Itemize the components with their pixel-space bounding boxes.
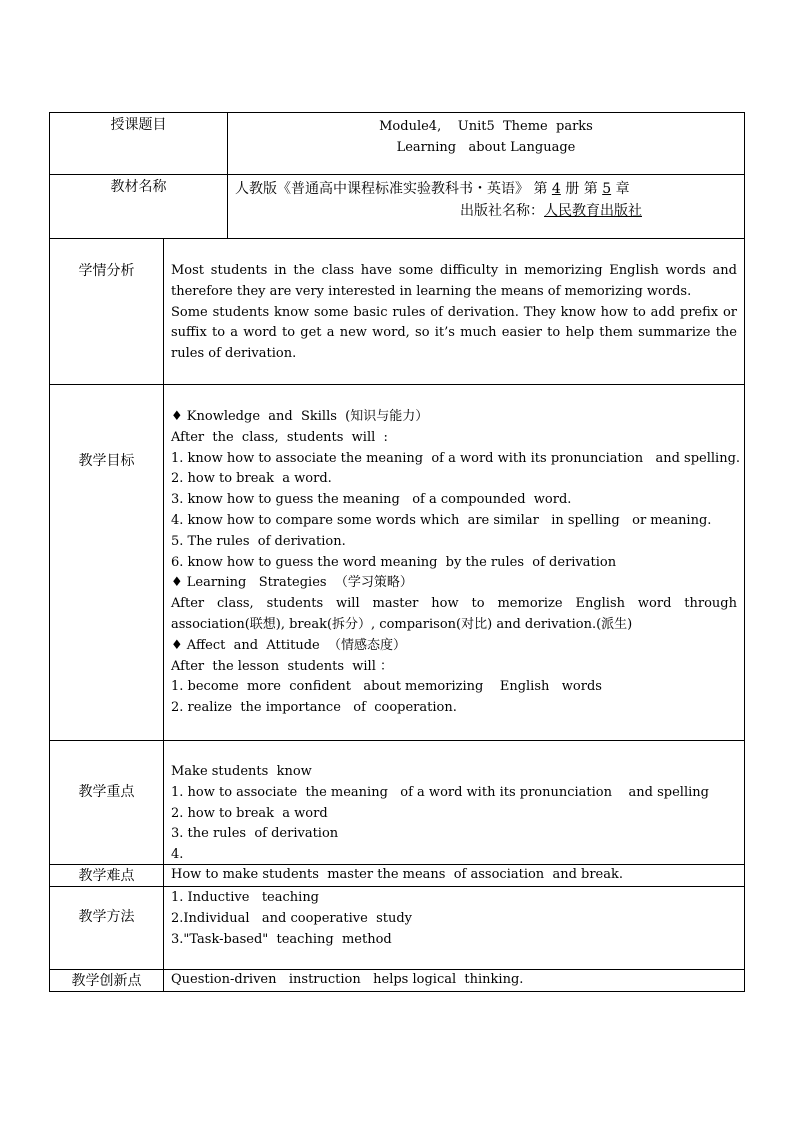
analysis-label-cell: [49, 238, 164, 385]
method-line: 2.Individual and cooperative study: [171, 910, 413, 926]
difficulty-label: 教学难点: [78, 868, 135, 884]
chapter-number: 5: [602, 181, 612, 197]
key-point-line: 4.: [171, 847, 184, 863]
topic-value-cell: [227, 112, 745, 175]
innovation-label: 教学创新点: [71, 973, 142, 989]
analysis-para-2: Some students know some basic rules of derivation. They know how to add prefix or suffix to a word to get a new word, so it’s much easier to help them summarize the rules of derivation.: [171, 304, 737, 362]
goals-line: After the lesson students will ：: [171, 658, 393, 674]
key-points-value-cell: [163, 740, 745, 865]
key-point-line: 2. how to break a word: [171, 805, 328, 821]
goals-line: ♦ Knowledge and Skills (知识与能力）: [171, 409, 429, 424]
topic-label-cell: [49, 112, 228, 175]
topic-line-1: Module4, Unit5 Theme parks: [379, 119, 593, 134]
book-number: 4: [551, 181, 561, 197]
key-point-line: 1. how to associate the meaning of a word with its pronunciation and spelling: [171, 784, 709, 800]
key-point-line: 3. the rules of derivation: [171, 826, 339, 842]
goals-line: 2. realize the importance of cooperation.: [171, 700, 457, 716]
publisher-name: 人民教育出版社: [544, 203, 642, 219]
textbook-title: 人教版《普通高中课程标准实验教科书・英语》 第: [235, 181, 548, 197]
goals-line: 2. how to break a word.: [171, 471, 332, 487]
method-line: 1. Inductive teaching: [171, 890, 320, 905]
methods-label-cell: [49, 886, 164, 970]
publisher-label: 出版社名称：: [460, 203, 544, 219]
analysis-label: 学情分析: [78, 263, 135, 279]
goals-strategy: After class, students will master how to memorize English word through association(联想), break(拆分）, comparison(对比) and derivation.(派生): [171, 596, 737, 632]
goals-line: 4. know how to compare some words which are similar in spelling or meaning.: [171, 512, 712, 528]
difficulty-value-cell: [163, 864, 745, 887]
key-points-label: 教学重点: [78, 784, 135, 800]
textbook-chapter-unit: 章: [615, 181, 630, 197]
methods-label: 教学方法: [78, 909, 135, 925]
textbook-line-1: [235, 178, 630, 198]
method-line: 3."Task-based" teaching method: [171, 931, 392, 947]
difficulty-label-cell: [49, 864, 164, 887]
textbook-label: 教材名称: [110, 179, 167, 195]
key-points-label-cell: [49, 740, 164, 865]
textbook-label-cell: [49, 174, 228, 239]
goals-label-cell: [49, 384, 164, 741]
goals-line: ♦ Affect and Attitude （情感态度）: [171, 637, 406, 653]
textbook-value-cell: [227, 174, 745, 239]
goals-label: 教学目标: [78, 453, 135, 469]
innovation-value-cell: [163, 969, 745, 992]
methods-value-cell: [163, 886, 745, 970]
topic-line-2: Learning about Language: [396, 140, 576, 155]
goals-line: 3. know how to guess the meaning of a compounded word.: [171, 492, 572, 508]
innovation-label-cell: [49, 969, 164, 992]
textbook-book-unit: 册 第: [565, 181, 598, 197]
analysis-para-1: Most students in the class have some difficulty in memorizing English words and therefore they are very interested in learning the means of memorizing words.: [171, 263, 737, 299]
goals-line: 1. become more confident about memorizing English words: [171, 679, 602, 695]
goals-line: 6. know how to guess the word meaning by the rules of derivation: [171, 554, 617, 570]
goals-line: 5. The rules of derivation.: [171, 533, 346, 549]
analysis-value-cell: [163, 238, 745, 385]
publisher-line: [460, 200, 642, 220]
difficulty-text: How to make students master the means of association and break.: [171, 867, 624, 882]
goals-line: 1. know how to associate the meaning of a word with its pronunciation and spelling.: [171, 450, 741, 466]
innovation-text: Question-driven instruction helps logical thinking.: [171, 972, 524, 987]
goals-line: ♦ Learning Strategies （学习策略）: [171, 575, 413, 591]
goals-line: After the class, students will :: [171, 429, 388, 445]
topic-label: 授课题目: [110, 117, 167, 133]
goals-value-cell: [163, 384, 745, 741]
key-point-line: Make students know: [171, 764, 312, 779]
